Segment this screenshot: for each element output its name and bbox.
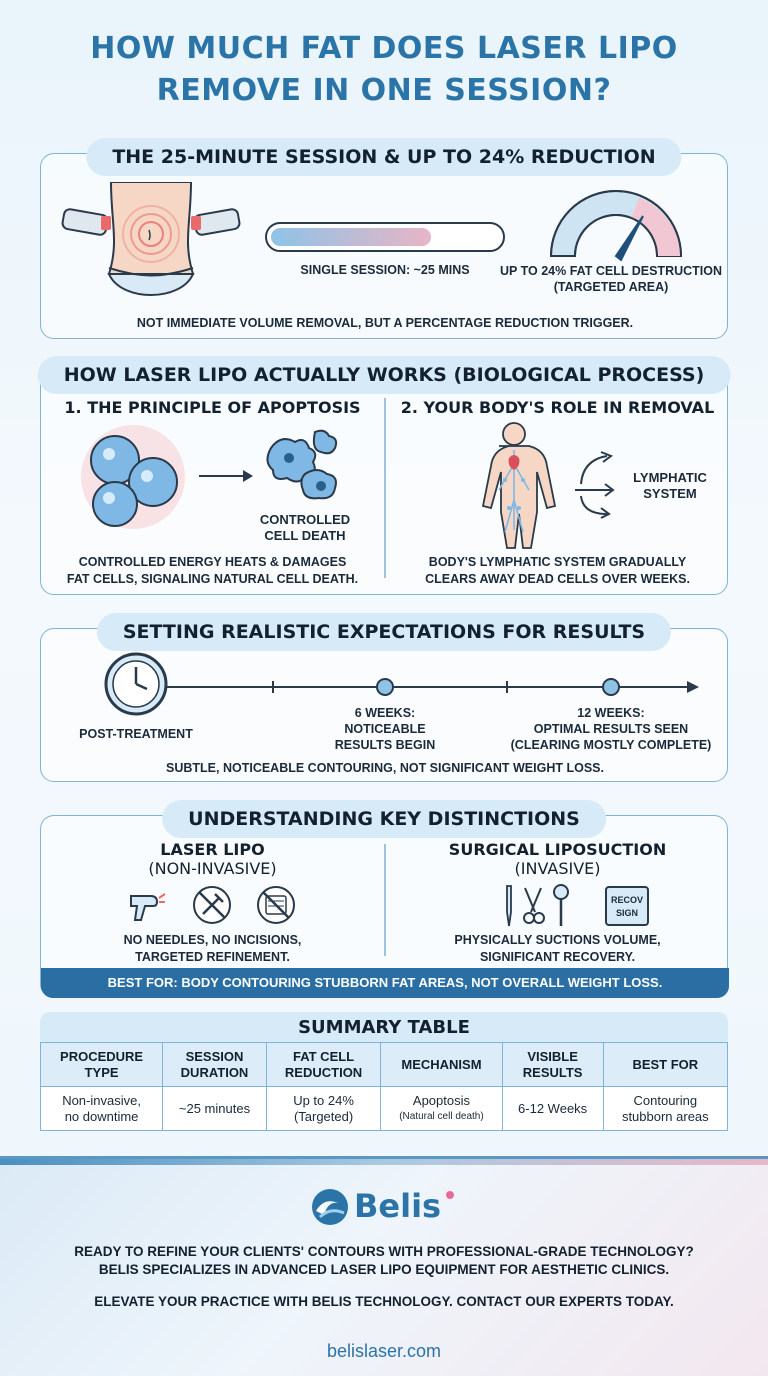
surgical-tools-icon (501, 882, 573, 930)
twelve-weeks-milestone (491, 705, 731, 753)
abdomen-laser-illustration (61, 182, 241, 310)
laser-lipo-title (41, 840, 384, 878)
cell-mechanism: Apoptosis (Natural cell death) (381, 1087, 502, 1131)
biological-process-heading: HOW LASER LIPO ACTUALLY WORKS (BIOLOGICAL PROCESS) (38, 356, 731, 394)
surgical-lipo-description (386, 932, 729, 966)
laser-lipo-description (41, 932, 384, 966)
surgical-desc-line-2: SIGNIFICANT RECOVERY. (479, 950, 636, 964)
session-progress-bar (265, 222, 505, 252)
cell-death-label (245, 512, 365, 544)
six-weeks-line-3: RESULTS BEGIN (334, 738, 436, 752)
header-procedure-type: PROCEDURE TYPE (41, 1043, 163, 1087)
session-duration-label: SINGLE SESSION: ~25 MINS (300, 263, 470, 277)
session-heading: THE 25-MINUTE SESSION & UP TO 24% REDUCTION (86, 138, 681, 176)
body-role-description (386, 554, 729, 588)
expectations-heading: SETTING REALISTIC EXPECTATIONS FOR RESULTS (97, 613, 671, 651)
apoptosis-desc-line-1: CONTROLLED ENERGY HEATS & DAMAGES (78, 555, 347, 569)
six-weeks-milestone (305, 705, 465, 753)
six-weeks-line-1: 6 WEEKS: (354, 706, 416, 720)
post-treatment-label: POST-TREATMENT (79, 727, 193, 741)
header-best-for: BEST FOR (603, 1043, 727, 1087)
cell-best-for: Contouring stubborn areas (603, 1087, 727, 1131)
surgical-lipo-title-line-1: SURGICAL LIPOSUCTION (448, 840, 667, 859)
expectations-panel (40, 621, 728, 782)
sign-line-2: SIGN (615, 908, 638, 918)
twelve-weeks-line-2: OPTIMAL RESULTS SEEN (533, 722, 689, 736)
laser-lipo-title-line-2: (NON-INVASIVE) (148, 859, 277, 878)
expectations-note: SUBTLE, NOTICEABLE CONTOURING, NOT SIGNIFICANT WEIGHT LOSS. (166, 761, 604, 775)
cell-death-line-1: CONTROLLED (259, 512, 351, 527)
biological-process-panel (40, 364, 728, 595)
gauge-label-line-1: UP TO 24% FAT CELL DESTRUCTION (499, 264, 723, 278)
header-mechanism: MECHANISM (381, 1043, 502, 1087)
six-weeks-line-2: NOTICEABLE (344, 722, 426, 736)
fat-cells-illustration (63, 422, 203, 532)
summary-heading: SUMMARY TABLE (298, 1017, 470, 1038)
circular-arrows-icon (571, 450, 631, 520)
twelve-weeks-line-1: 12 WEEKS: (577, 706, 645, 720)
lymphatic-system-label (625, 470, 715, 502)
distinctions-heading: UNDERSTANDING KEY DISTINCTIONS (162, 800, 606, 838)
lymph-line-2: SYSTEM (643, 486, 697, 501)
body-role-desc-line-1: BODY'S LYMPHATIC SYSTEM GRADUALLY (428, 555, 687, 569)
footer-line-3: ELEVATE YOUR PRACTICE WITH BELIS TECHNOLOGY. CONTACT OUR EXPERTS TODAY. (94, 1294, 674, 1309)
laser-device-icon (127, 886, 167, 926)
header-visible-results: VISIBLE RESULTS (502, 1043, 603, 1087)
laser-lipo-desc-line-2: TARGETED REFINEMENT. (135, 950, 290, 964)
apoptosis-title: 1. THE PRINCIPLE OF APOPTOSIS (64, 398, 361, 417)
best-for-banner: BEST FOR: BODY CONTOURING STUBBORN FAT AREAS, NOT OVERALL WEIGHT LOSS. (41, 968, 729, 998)
gauge-label (491, 263, 731, 295)
footer-line-2: BELIS SPECIALIZES IN ADVANCED LASER LIPO EQUIPMENT FOR AESTHETIC CLINICS. (98, 1262, 670, 1277)
sign-line-1: RECOV (610, 895, 643, 905)
human-body-lymphatic-illustration (459, 420, 569, 550)
lymph-line-1: LYMPHATIC (633, 470, 707, 485)
body-role-title: 2. YOUR BODY'S ROLE IN REMOVAL (400, 398, 715, 417)
session-progress-fill (271, 228, 431, 246)
surgical-desc-line-1: PHYSICALLY SUCTIONS VOLUME, (454, 933, 661, 947)
fat-reduction-gauge (541, 176, 691, 266)
brand-wave-icon (310, 1187, 350, 1227)
session-panel (40, 146, 728, 339)
cell-death-line-2: CELL DEATH (264, 528, 346, 543)
process-divider (384, 398, 386, 578)
recovery-sign-icon (605, 886, 649, 926)
cell-fat-cell-reduction: Up to 24% (Targeted) (266, 1087, 380, 1131)
footer-gradient-band (0, 1159, 768, 1165)
summary-header-row (41, 1043, 728, 1087)
cell-procedure-type: Non-invasive, no downtime (41, 1087, 163, 1131)
surgical-lipo-title (386, 840, 729, 878)
apoptosis-desc-line-2: FAT CELLS, SIGNALING NATURAL CELL DEATH. (66, 572, 359, 586)
twelve-weeks-line-3: (CLEARING MOSTLY COMPLETE) (510, 738, 712, 752)
body-role-desc-line-2: CLEARS AWAY DEAD CELLS OVER WEEKS. (425, 572, 690, 586)
no-incision-icon (255, 884, 297, 926)
arrow-right-icon (197, 468, 255, 484)
laser-lipo-title-line-1: LASER LIPO (160, 840, 265, 859)
page-title (0, 28, 768, 112)
surgical-lipo-title-line-2: (INVASIVE) (514, 859, 601, 878)
cell-session-duration: ~25 minutes (163, 1087, 267, 1131)
brand-logo (310, 1185, 470, 1229)
header-fat-cell-reduction: FAT CELL REDUCTION (266, 1043, 380, 1087)
header-session-duration: SESSION DURATION (163, 1043, 267, 1087)
no-needle-icon (191, 884, 233, 926)
dead-cells-illustration (261, 428, 349, 508)
summary-heading-bar (40, 1012, 728, 1044)
footer (0, 1156, 768, 1376)
website-link[interactable]: belislaser.com (326, 1341, 442, 1361)
brand-dot (446, 1191, 454, 1199)
laser-lipo-desc-line-1: NO NEEDLES, NO INCISIONS, (123, 933, 302, 947)
distinctions-panel (40, 808, 728, 998)
brand-name: Belis (354, 1187, 442, 1225)
summary-data-row (41, 1087, 728, 1131)
apoptosis-description (41, 554, 384, 588)
title-line-1: HOW MUCH FAT DOES LASER LIPO (90, 31, 678, 66)
footer-line-1: READY TO REFINE YOUR CLIENTS' CONTOURS WITH PROFESSIONAL-GRADE TECHNOLOGY? (74, 1244, 694, 1259)
cell-visible-results: 6-12 Weeks (502, 1087, 603, 1131)
clock-icon (103, 651, 169, 717)
title-line-2: REMOVE IN ONE SESSION? (156, 73, 612, 108)
summary-section (40, 1012, 728, 1132)
session-note: NOT IMMEDIATE VOLUME REMOVAL, BUT A PERCENTAGE REDUCTION TRIGGER. (136, 316, 634, 330)
footer-text (0, 1243, 768, 1311)
gauge-label-line-2: (TARGETED AREA) (553, 280, 669, 294)
summary-table (40, 1042, 728, 1131)
